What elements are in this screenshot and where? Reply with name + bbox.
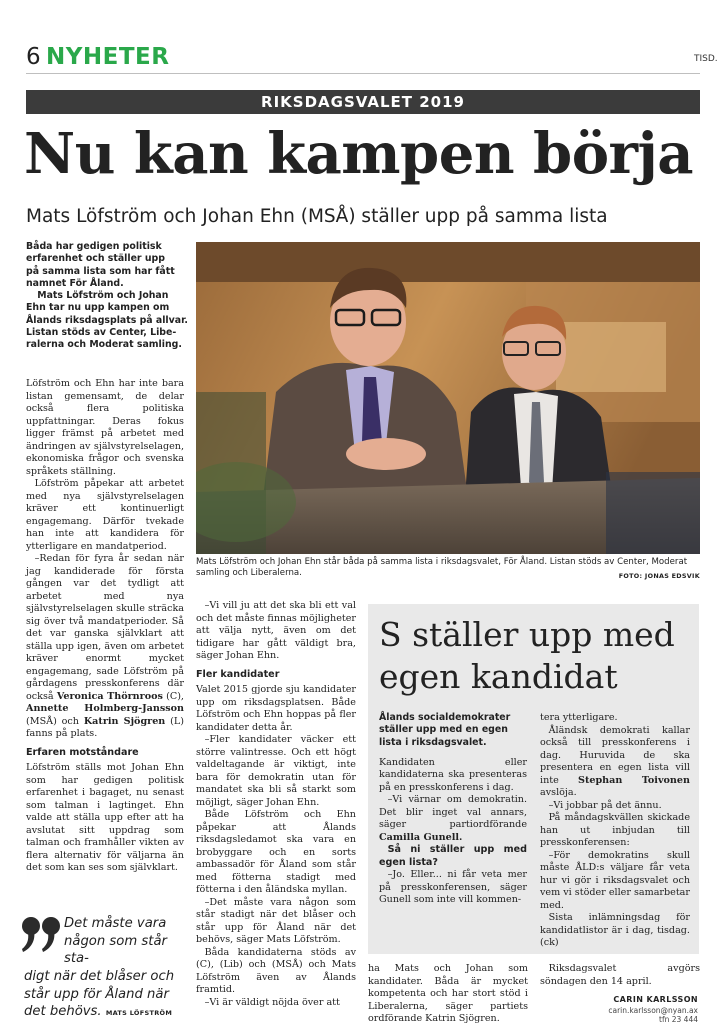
page-number: 6 — [26, 44, 41, 70]
body-paragraph: ha Mats och Johan som kandidater. Båda är mycket kompetenta och har stort stöd i Liberalerna, säger partiets ordförande Katrin Sjögren. — [368, 963, 528, 1024]
photo-credit: FOTO: JONAS EDSVIK — [618, 572, 700, 580]
header-divider — [26, 73, 700, 74]
subheading: Fler kandidater — [196, 668, 280, 680]
kicker-text: RIKSDAGSVALET 2019 — [261, 93, 465, 111]
body-paragraph: –Det måste vara någon som står stadigt när det blåser och står upp för Åland när det behövs, säger Mats Löfström. — [196, 896, 356, 945]
person-name: Camilla Gunell. — [379, 831, 463, 843]
byline-email: carin.karlsson@nyan.ax — [608, 1006, 698, 1015]
article-photo — [196, 242, 700, 554]
body-paragraph: Löfström ställs mot Johan Ehn som har gedigen politisk erfarenhet i bagaget, nu senast som talman i lagtinget. Ehn valde att ställa upp efter att ha avslutat sitt uppdrag som talman och framhåller vikten av flera alternativ för väljarna än det som kan ses som självklart. — [26, 762, 184, 873]
body-paragraph: Riksdagsvalet avgörs söndagen den 14 april. — [540, 963, 700, 987]
kicker-bar — [26, 90, 700, 114]
body-paragraph: På måndagskvällen skickade han ut inbjudan till presskonferensen: — [540, 812, 690, 848]
quote-mark-icon — [20, 915, 64, 959]
article-column-4 — [540, 963, 700, 988]
sidebar-headline: S ställer upp med egen kandidat — [379, 615, 675, 696]
sidebar-column-1 — [379, 712, 527, 907]
headline: Nu kan kampen börja — [24, 121, 694, 187]
person-name: Veronica Thörnroos — [56, 690, 163, 702]
article-column-2 — [196, 600, 356, 1009]
body-paragraph: –Vi vill ju att det ska bli ett val och det måste finnas möjligheter att välja nytt, även om det tidigare har gått väldigt bra, säger Johan Ehn. — [196, 600, 356, 661]
article-column-1 — [26, 378, 184, 875]
body-paragraph: –Redan för fyra år sedan när jag kandiderade för första gången var det tydligt att arbetet med nya självstyrelselagen skulle sträcka sig över två mandatperioder. Så det var ganska självklart att ställa upp igen, även om arbetet kräver enormt mycket engagemang, sade Löfström på gårdagens presskonferens där också Veronica Thörnroos (C), Annette Holmberg-Jansson (MSÅ) och Katrin Sjögren (L) fanns på plats. — [26, 553, 184, 739]
body-paragraph: tera ytterligare. — [540, 712, 618, 723]
body-paragraph: Åländsk demokrati kallar också till presskonferens i dag. Huruvida de ska presentera en egen lista vill inte Stephan Toivonen avslöja. — [540, 724, 690, 798]
body-paragraph: Kandidaten eller kandidaterna ska presenteras på en presskonferens i dag. — [379, 756, 527, 793]
subheadline: Mats Löfström och Johan Ehn (MSÅ) ställer upp på samma lista — [26, 206, 608, 227]
body-paragraph: Löfström och Ehn har inte bara listan gemensamt, de delar också flera politiska uppfattningar. Deras fokus ligger främst på arbetet med ändringen av självstyrelselagen, ekonomiska frågor och svenska språkets ställning. — [26, 378, 184, 477]
header-date: TISD. — [694, 54, 718, 64]
interview-question: Så ni ställer upp med egen lista? — [379, 844, 527, 868]
pull-quote-start: Det måste vara någon som står sta- — [64, 916, 167, 966]
person-name: Stephan Toivonen — [578, 774, 690, 786]
body-paragraph: Löfström påpekar att arbetet med nya självstyrelselagen kräver ett kontinuerligt engagemang. Därför tvekade han inte att kandidera för ytterligare en mandatperiod. — [26, 478, 184, 552]
body-paragraph: –Vi är väldigt nöjda över att — [204, 996, 340, 1008]
body-paragraph: –Vi jobbar på det ännu. — [548, 799, 662, 811]
article-ingress: Båda har gedigen politisk erfarenhet och ställer upp på samma lista som har fått namnet För Åland. Mats Löfström och Johan Ehn tar nu upp kampen om Ålands riksdagsplats på allvar. Listan stöds av Center, Libe- ralerna och Moderat samling. — [26, 241, 188, 351]
photo-image — [196, 242, 700, 554]
body-paragraph: –Jo. Eller... ni får veta mer på presskonferensen, säger Gunell som inte vill kommen- — [379, 869, 527, 906]
byline-name: CARIN KARLSSON — [613, 995, 698, 1004]
body-paragraph: –För demokratins skull måste ÅLD:s väljare får veta hur vi gör i riksdagsvalet och vem vi stöder eller samarbetar med. — [540, 849, 690, 911]
person-name: Annette Holmberg-Jansson — [26, 703, 184, 714]
body-paragraph: –Vi värnar om demokratin. Det blir inget val annars, säger partiordförande Camilla Gunell. — [379, 794, 527, 843]
body-paragraph: –Fler kandidater väcker ett större valintresse. Och ett högt valdeltagande är viktigt, inte bara för demokratin utan för mandatet ska bli så starkt som möjligt, säger Johan Ehn. — [196, 734, 356, 808]
byline-phone: tfn 23 444 — [659, 1015, 698, 1024]
byline — [548, 995, 698, 1024]
body-paragraph: Båda kandidaterna stöds av (C), (Lib) och (MSÅ) och Mats Löfström även av Ålands framtid. — [196, 946, 356, 995]
sidebar-ingress: Ålands socialdemokrater ställer upp med en egen lista i riksdagsvalet. — [379, 712, 511, 748]
body-paragraph: Både Löfström och Ehn påpekar att Ålands riksdagsledamot ska vara en brobyggare och en sorts ambassadör för Åland som står med fötterna stadigt med fötterna i den åländska myllan. — [196, 809, 356, 895]
body-paragraph: Valet 2015 gjorde sju kandidater upp om riksdagsplatsen. Både Löfström och Ehn hoppas på fler kandidater detta år. — [196, 684, 356, 733]
person-name: Katrin Sjögren — [83, 715, 166, 727]
section-name: NYHETER — [46, 44, 170, 70]
sidebar-column-2 — [540, 712, 690, 950]
subheading: Erfaren motståndare — [26, 746, 139, 758]
body-paragraph: Sista inlämningsdag för kandidatlistor är i dag, tisdag. (ck) — [540, 912, 690, 948]
pull-quote-end: digt när det blåser och står upp för Åland när det behövs. MATS LÖFSTRÖM — [24, 969, 175, 1019]
quote-attribution: MATS LÖFSTRÖM — [105, 1009, 173, 1017]
photo-caption: Mats Löfström och Johan Ehn står båda på samma lista i riksdagsvalet, För Åland. Listan stöds av Center, Moderat samling och Liberalerna. FOTO: JONAS EDSVIK — [196, 557, 700, 580]
article-column-3 — [368, 963, 528, 1026]
